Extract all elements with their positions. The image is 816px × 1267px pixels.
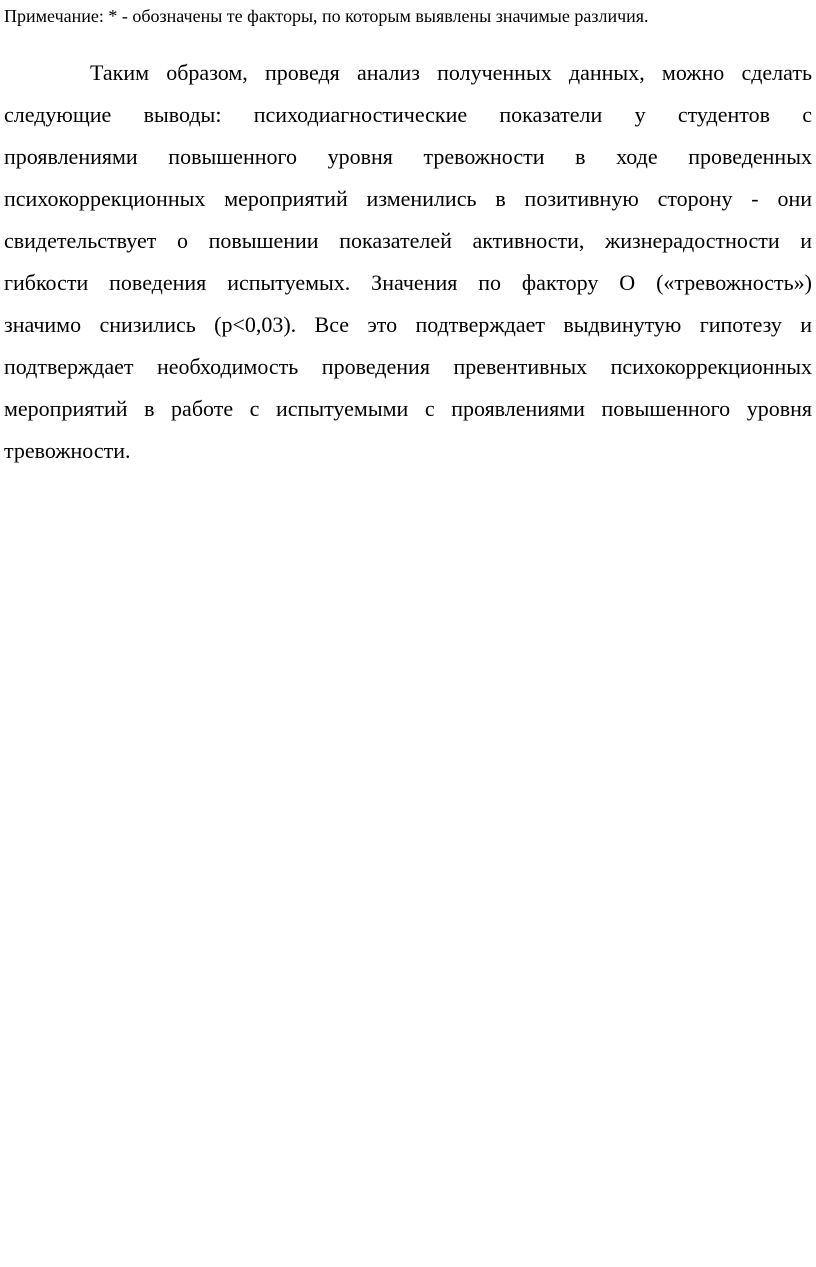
paragraph-line: Таким образом, проведя анализ полученных данных, можно сделать xyxy=(90,60,812,85)
paragraph-line: психокоррекционных мероприятий изменились в позитивную сторону - они xyxy=(4,186,812,211)
paragraph-line: мероприятий в работе с испытуемыми с проявлениями повышенного уровня xyxy=(4,396,812,421)
paragraph-line: свидетельствует о повышении показателей активности, жизнерадостности и xyxy=(4,228,812,253)
paragraph-line: значимо снизились (р<0,03). Все это подтверждает выдвинутую гипотезу и xyxy=(4,312,812,337)
paragraph-line: гибкости поведения испытуемых. Значения по фактору О («тревожность») xyxy=(4,270,812,295)
paragraph-line: следующие выводы: психодиагностические показатели у студентов с xyxy=(4,102,812,127)
paragraph-line: проявлениями повышенного уровня тревожности в ходе проведенных xyxy=(4,144,812,169)
paragraph-line: тревожности. xyxy=(4,438,131,463)
table-note: Примечание: * - обозначены те факторы, по которым выявлены значимые различия. xyxy=(4,6,649,26)
paragraph-line: подтверждает необходимость проведения превентивных психокоррекционных xyxy=(4,354,812,379)
conclusion-paragraph xyxy=(4,52,812,472)
